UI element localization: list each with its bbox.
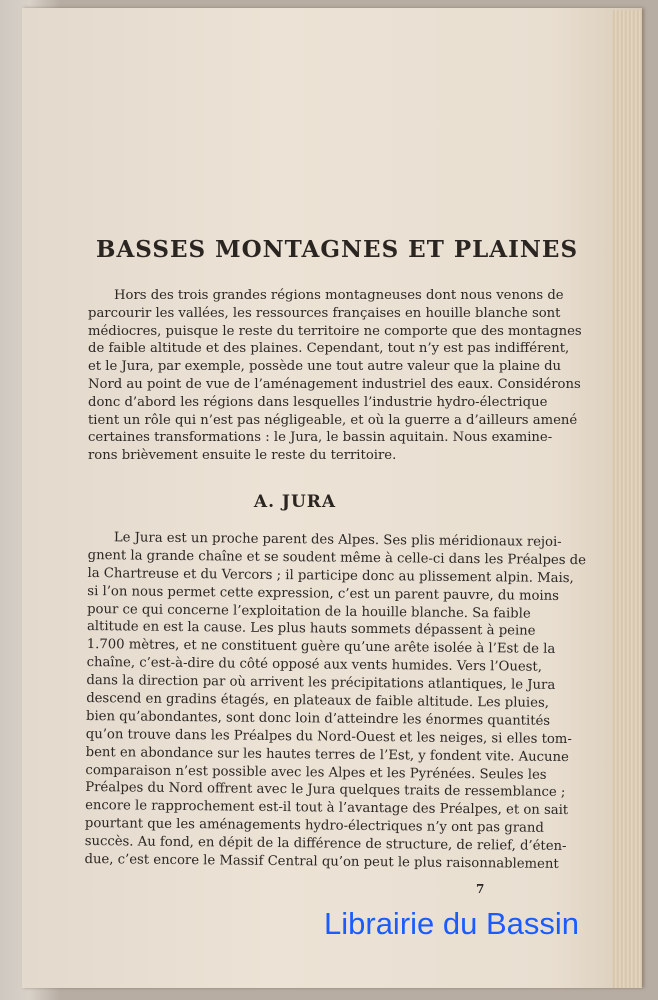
text-line: qu’on trouve dans les Préalpes du Nord-Ouest et les neiges, si elles tom- <box>85 726 572 747</box>
text-line: et le Jura, par exemple, possède une tout autre valeur que la plaine du <box>88 359 562 375</box>
text-line: altitude en est la cause. Les plus hauts sommets dépassent à peine <box>86 619 536 640</box>
text-line: rons brièvement ensuite le reste du territoire. <box>88 448 397 464</box>
text-line: descend en gradins étagés, en plateaux de faible altitude. Les pluies, <box>86 691 550 711</box>
text-line: donc d’abord les régions dans lesquelles l’industrie hydro-électrique <box>88 394 548 410</box>
text-line: médiocres, puisque le reste du territoire ne comporte que des montagnes <box>88 323 582 339</box>
watermark: Librairie du Bassin <box>324 906 580 941</box>
text-line: chaîne, c’est-à-dire du côté opposé aux vents humides. Vers l’Ouest, <box>86 655 543 675</box>
text-line: bent en abondance sur les hautes terres de l’Est, y fondent vite. Aucune <box>85 744 569 765</box>
page-edges <box>612 10 642 988</box>
text-line: si l’on nous permet cette expression, c’est un parent pauvre, du moins <box>87 583 560 604</box>
text-line: bien qu’abondantes, sont donc loin d’atteindre les énormes quantités <box>85 708 551 729</box>
text-line: succès. Au fond, en dépit de la différence de structure, de relief, d’éten- <box>84 834 567 855</box>
text-line: 1.700 mètres, et ne constituent guère qu’une arête isolée à l’Est de la <box>86 637 556 658</box>
intro-paragraph <box>88 287 582 465</box>
text-line: dans la direction par où arrivent les précipitations atlantiques, le Jura <box>86 673 556 694</box>
text-line: Le Jura est un proche parent des Alpes. Ses plis méridionaux rejoi- <box>113 530 562 550</box>
text-line: pourtant que les aménagements hydro-électriques n’y ont pas grand <box>84 816 544 837</box>
text-line: parcourir les vallées, les ressources françaises en houille blanche sont <box>88 305 561 321</box>
jura-paragraph <box>84 529 587 873</box>
text-line: de faible altitude et des plaines. Cependant, tout n’y est pas indifférent, <box>88 341 570 357</box>
text-line: Hors des trois grandes régions montagneuses dont nous venons de <box>114 288 564 303</box>
text-line: gnent la grande chaîne et se soudent même à celle-ci dans les Préalpes de <box>87 547 587 569</box>
text-line: encore le rapprochement est-il tout à l’avantage des Préalpes, et on sait <box>85 798 569 819</box>
text-line: Nord au point de vue de l’aménagement industriel des eaux. Considérons <box>88 376 581 392</box>
chapter-title: BASSES MONTAGNES ET PLAINES <box>96 236 579 263</box>
text-line: comparaison n’est possible avec les Alpes et les Pyrénées. Seules les <box>85 762 547 783</box>
page-number: 7 <box>476 882 485 896</box>
text-line: certaines transformations : le Jura, le bassin aquitain. Nous examine- <box>88 430 553 446</box>
text-line: la Chartreuse et du Vercors ; il participe donc au plissement alpin. Mais, <box>87 565 574 586</box>
text-line: pour ce qui concerne l’exploitation de la houille blanche. Sa faible <box>87 601 531 622</box>
text-line: tient un rôle qui n’est pas négligeable, et où la guerre a d’ailleurs amené <box>88 412 578 428</box>
text-line: Préalpes du Nord offrent avec le Jura quelques traits de ressemblance ; <box>85 780 566 801</box>
section-heading: A. JURA <box>253 492 337 512</box>
text-line: due, c’est encore le Massif Central qu’on peut le plus raisonnablement <box>84 852 559 872</box>
